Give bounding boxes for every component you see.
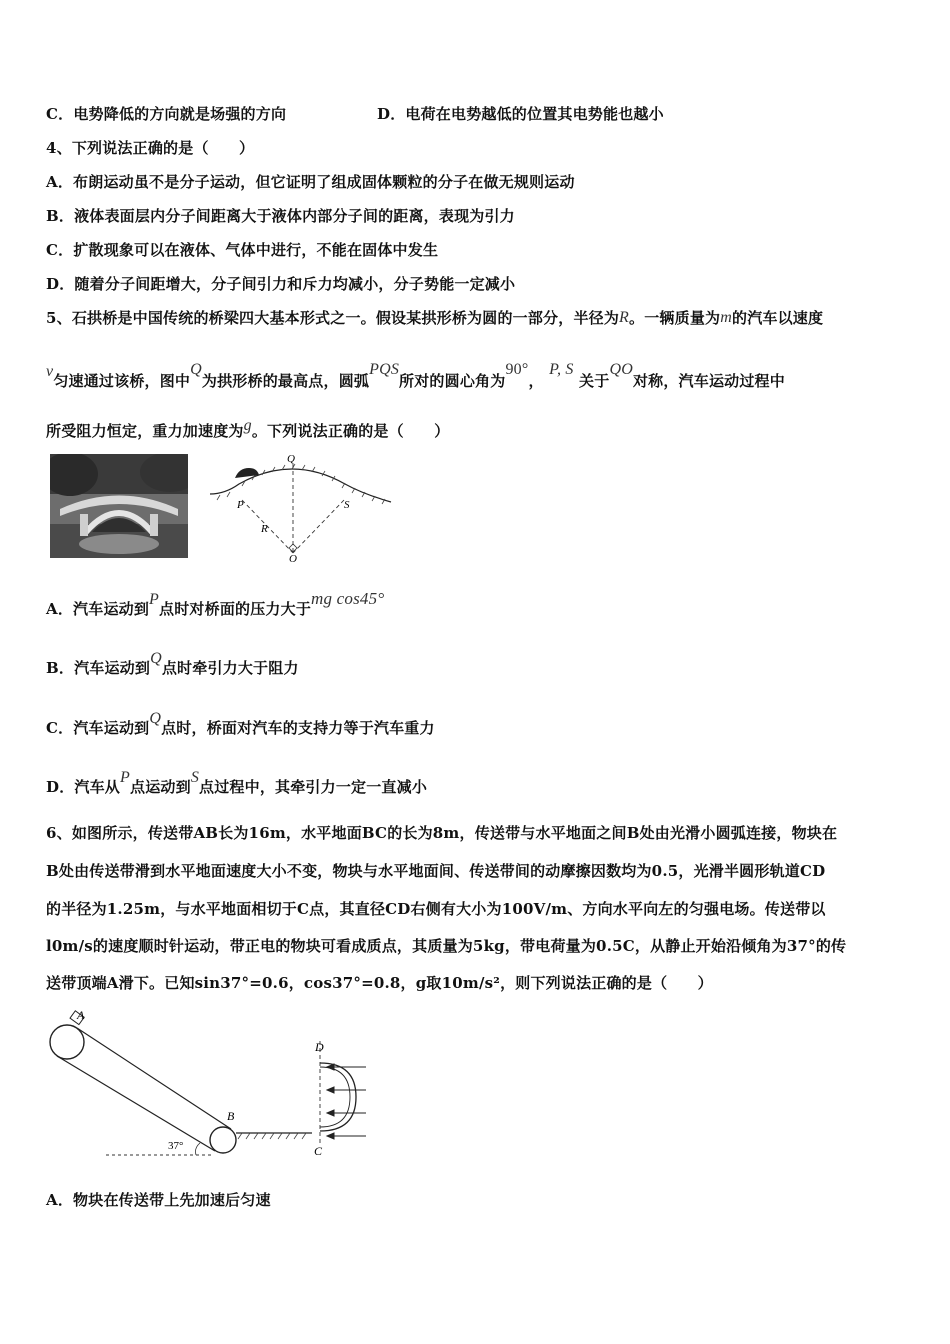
electric-field-arrows bbox=[327, 1064, 366, 1139]
q5-text: 所受阻力恒定，重力加速度为 bbox=[46, 422, 244, 440]
q4-option-d: D．随着分子间距增大，分子间引力和斥力均减小，分子势能一定减小 bbox=[46, 275, 516, 293]
diagram-label-Q: Q bbox=[287, 453, 295, 465]
q5-var-PS: P, S bbox=[549, 361, 574, 378]
q5-option-text: A．汽车运动到 bbox=[46, 600, 150, 618]
diagram-label-angle: 37° bbox=[168, 1140, 184, 1152]
q5-var-P: P bbox=[149, 591, 160, 608]
q5-text: 关于 bbox=[579, 372, 610, 390]
q5-text: 对称，汽车运动过程中 bbox=[632, 372, 785, 390]
conveyor-belt-diagram bbox=[44, 1005, 384, 1165]
q5-text: 为拱形桥的最高点，圆弧 bbox=[201, 372, 370, 390]
q5-var-QO: QO bbox=[609, 361, 633, 378]
q5-text: 所对的圆心角为 bbox=[399, 372, 506, 390]
q5-var-Q: Q bbox=[150, 650, 162, 667]
q4-option-b: B．液体表面层内分子间距离大于液体内部分子间的距离，表现为引力 bbox=[46, 207, 515, 225]
q5-var-g: g bbox=[243, 417, 252, 434]
diagram-label-B: B bbox=[227, 1109, 235, 1123]
q5-option-c bbox=[46, 710, 435, 738]
q5-option-text: 点时对桥面的压力大于 bbox=[159, 600, 312, 618]
q6-stem-line-1: 6、如图所示，传送带AB长为16m，水平地面BC的长为8m，传送带与水平地面之间B处由光滑小圆弧连接，物块在 bbox=[46, 824, 838, 842]
q6-stem-line-5: 送带顶端A滑下。已知sin37°=0.6，cos37°=0.8，g取10m/s²，则下列说法正确的是（ ） bbox=[46, 974, 713, 992]
q5-option-text: 点运动到 bbox=[130, 778, 191, 796]
q5-expr-mgcos45: mg cos45° bbox=[311, 589, 385, 608]
q3-option-c: C．电势降低的方向就是场强的方向 bbox=[46, 105, 287, 123]
q4-option-a: A．布朗运动虽不是分子运动，但它证明了组成固体颗粒的分子在做无规则运动 bbox=[46, 173, 575, 191]
q5-option-b bbox=[46, 650, 299, 678]
diagram-label-O: O bbox=[289, 553, 297, 563]
q6-option-a: A．物块在传送带上先加速后匀速 bbox=[46, 1191, 271, 1209]
q4-option-c: C．扩散现象可以在液体、气体中进行，不能在固体中发生 bbox=[46, 241, 439, 259]
arch-bridge-diagram bbox=[205, 448, 395, 563]
bridge-photo bbox=[50, 454, 188, 558]
diagram-label-C: C bbox=[314, 1144, 323, 1158]
q5-stem-line-1 bbox=[46, 307, 823, 328]
q5-angle: 90° bbox=[505, 361, 529, 378]
q5-text: 。一辆质量为 bbox=[629, 309, 721, 327]
q5-text: ， bbox=[528, 372, 544, 390]
q5-text: 。下列说法正确的是（ ） bbox=[251, 422, 450, 440]
q4-stem: 4、下列说法正确的是（ ） bbox=[46, 139, 255, 157]
diagram-label-P: P bbox=[237, 499, 244, 511]
q5-text: 匀速通过该桥，图中 bbox=[53, 372, 191, 390]
diagram-label-S: S bbox=[344, 499, 350, 511]
diagram-label-A: A bbox=[77, 1008, 85, 1022]
bridge-photo-image bbox=[50, 454, 188, 558]
q5-option-d bbox=[46, 769, 428, 797]
q5-var-v: v bbox=[46, 363, 54, 380]
q5-var-S: S bbox=[190, 769, 200, 786]
q5-var-R: R bbox=[619, 309, 630, 326]
q5-text: 5、石拱桥是中国传统的桥梁四大基本形式之一。假设某拱形桥为圆的一部分，半径为 bbox=[46, 309, 620, 327]
q5-option-text: D．汽车从 bbox=[46, 778, 121, 796]
q5-var-PQS: PQS bbox=[369, 361, 400, 378]
q5-var-m: m bbox=[720, 309, 732, 326]
q5-var-P: P bbox=[120, 769, 130, 786]
q5-option-text: B．汽车运动到 bbox=[46, 659, 151, 677]
q5-var-Q: Q bbox=[149, 710, 162, 727]
q5-option-a bbox=[46, 589, 385, 619]
diagram-label-R: R bbox=[261, 523, 268, 535]
q5-option-text: C．汽车运动到 bbox=[46, 719, 150, 737]
q5-var-Q: Q bbox=[190, 361, 202, 378]
q5-stem-line-2 bbox=[46, 361, 785, 391]
q6-stem-line-2: B处由传送带滑到水平地面速度大小不变，物块与水平地面间、传送带间的动摩擦因数均为0.5，光滑半圆形轨道CD bbox=[46, 862, 826, 880]
q5-option-text: 点时牵引力大于阻力 bbox=[161, 659, 299, 677]
q5-text: 的汽车以速度 bbox=[732, 309, 824, 327]
q6-stem-line-4: l0m/s的速度顺时针运动，带正电的物块可看成质点，其质量为5kg，带电荷量为0.5C，从静止开始沿倾角为37°的传 bbox=[46, 937, 847, 955]
q5-option-text: 点时，桥面对汽车的支持力等于汽车重力 bbox=[161, 719, 435, 737]
q6-stem-line-3: 的半径为1.25m，与水平地面相切于C点，其直径CD右侧有大小为100V/m、方向水平向左的匀强电场。传送带以 bbox=[46, 900, 826, 918]
q5-option-text: 点过程中，其牵引力一定一直减小 bbox=[199, 778, 428, 796]
diagram-label-D: D bbox=[315, 1040, 324, 1054]
q3-option-d: D．电荷在电势越低的位置其电势能也越小 bbox=[377, 105, 664, 123]
q5-stem-line-3 bbox=[46, 417, 450, 441]
